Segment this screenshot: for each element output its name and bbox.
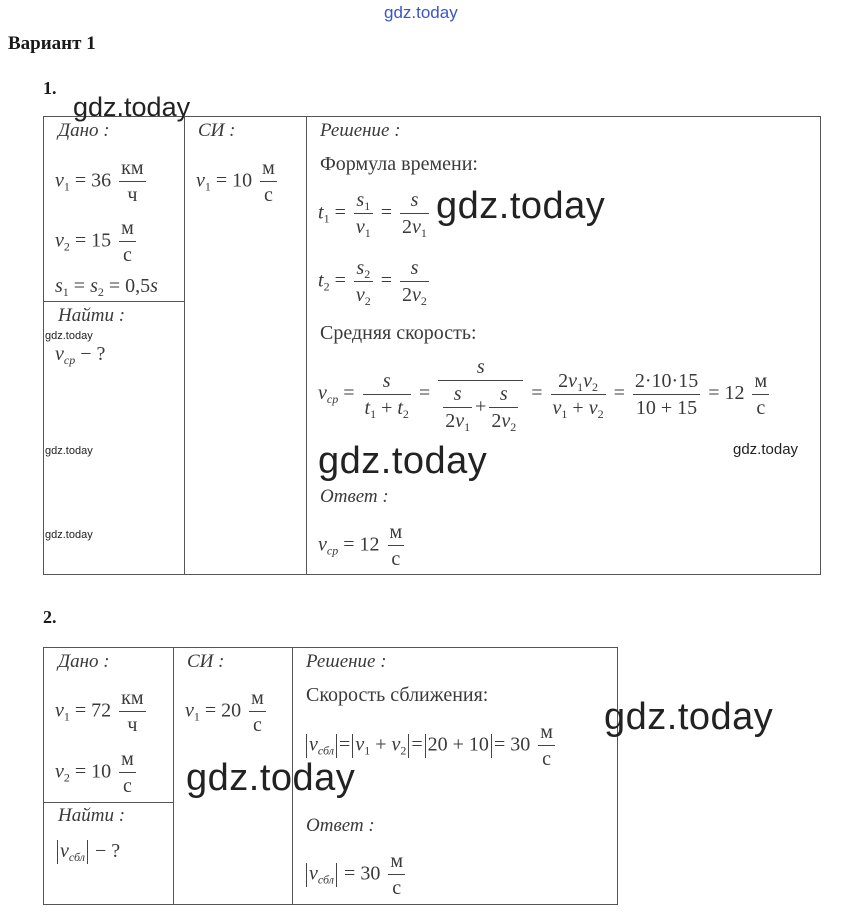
p1-si-label: СИ : bbox=[198, 120, 236, 141]
p1-answer-label: Ответ : bbox=[320, 486, 389, 507]
p1-find-label: Найти : bbox=[58, 305, 126, 326]
p1-given-v2: $v_2 = 15$ $\frac{м}{с}$ bbox=[55, 217, 134, 266]
p1-time-formula-label: Формула времени: bbox=[320, 153, 478, 175]
p2-given-v1: $v_1 = 72$ $\frac{км}{ч}$ bbox=[55, 687, 144, 736]
p2-approach-label: Скорость сближения: bbox=[306, 684, 489, 706]
p2-find-label: Найти : bbox=[58, 805, 126, 826]
p2-si-v1: $v_1 = 20$ $\frac{м}{с}$ bbox=[185, 687, 264, 736]
p1-answer-value: $v_{ср} = 12$ $\frac{м}{с}$ bbox=[318, 521, 403, 570]
p1-find-vavg: $v_{ср}$ − ? bbox=[55, 343, 106, 367]
watermark-p1-a: gdz.today bbox=[73, 92, 191, 122]
watermark-p1-b: gdz.today bbox=[436, 185, 606, 227]
p2-answer-value: $v_{сбл} = 30$ $\frac{м}{с}$ bbox=[304, 851, 408, 899]
variant-heading: Вариант 1 bbox=[8, 33, 96, 54]
p1-given-label: Дано : bbox=[58, 120, 110, 141]
watermark-p1-g: gdz.today bbox=[45, 529, 93, 541]
p1-given-s: $s_1 = s_2 = 0,5s$ bbox=[55, 275, 158, 299]
p1-given-v1: $v_1 = 36$ $\frac{км}{ч}$ bbox=[55, 157, 144, 206]
p2-solution-label: Решение : bbox=[306, 651, 387, 672]
p2-given-v2: $v_2 = 10$ $\frac{м}{с}$ bbox=[55, 748, 134, 797]
p1-solution-label: Решение : bbox=[320, 120, 401, 141]
watermark-p2-b: gdz.today bbox=[186, 757, 356, 799]
watermark-p2-a: gdz.today bbox=[604, 696, 774, 738]
top-watermark: gdz.today bbox=[384, 3, 458, 22]
problem-1-number: 1. bbox=[43, 78, 57, 98]
p2-si-label: СИ : bbox=[187, 651, 225, 672]
p1-si-v1: $v_1 = 10$ $\frac{м}{с}$ bbox=[196, 157, 275, 206]
p1-formula-t2: $t_2$ = $\frac{s_2}{v_2}$ = $\frac{s}{2v_2}$ bbox=[318, 257, 427, 308]
watermark-p1-d: gdz.today bbox=[45, 445, 93, 457]
p2-find-vapproach: $v_{сбл}$ − ? bbox=[55, 840, 120, 864]
p1-formula-t1: $t_1$ = $\frac{s_1}{v_1}$ = $\frac{s}{2v_1}$ bbox=[318, 189, 427, 240]
p2-answer-label: Ответ : bbox=[306, 815, 375, 836]
p1-formula-vavg: $v_{ср}$ = $\frac{s}{t_1 + t_2}$ = s $\frac{s}{2v_1}$ + $\frac{s}{2v_2}$ = $\frac{2v_1v_2}{v_1 + v_2}$ = $\frac{2\cdot 10\cdot 15}{10 + 15}$ = 12 $\frac{м}{с}$ bbox=[318, 356, 768, 434]
problem-2-number: 2. bbox=[43, 607, 57, 627]
p2-given-label: Дано : bbox=[58, 651, 110, 672]
watermark-p1-c: gdz.today bbox=[45, 330, 93, 342]
p2-formula-vapproach: $v_{сбл} = v_1 + v_2 = 20 + 10 = 30$ $\frac{м}{с}$ bbox=[304, 722, 558, 770]
p1-avg-speed-label: Средняя скорость: bbox=[320, 322, 477, 344]
watermark-p1-f: gdz.today bbox=[318, 440, 488, 482]
watermark-p1-e: gdz.today bbox=[733, 441, 799, 458]
